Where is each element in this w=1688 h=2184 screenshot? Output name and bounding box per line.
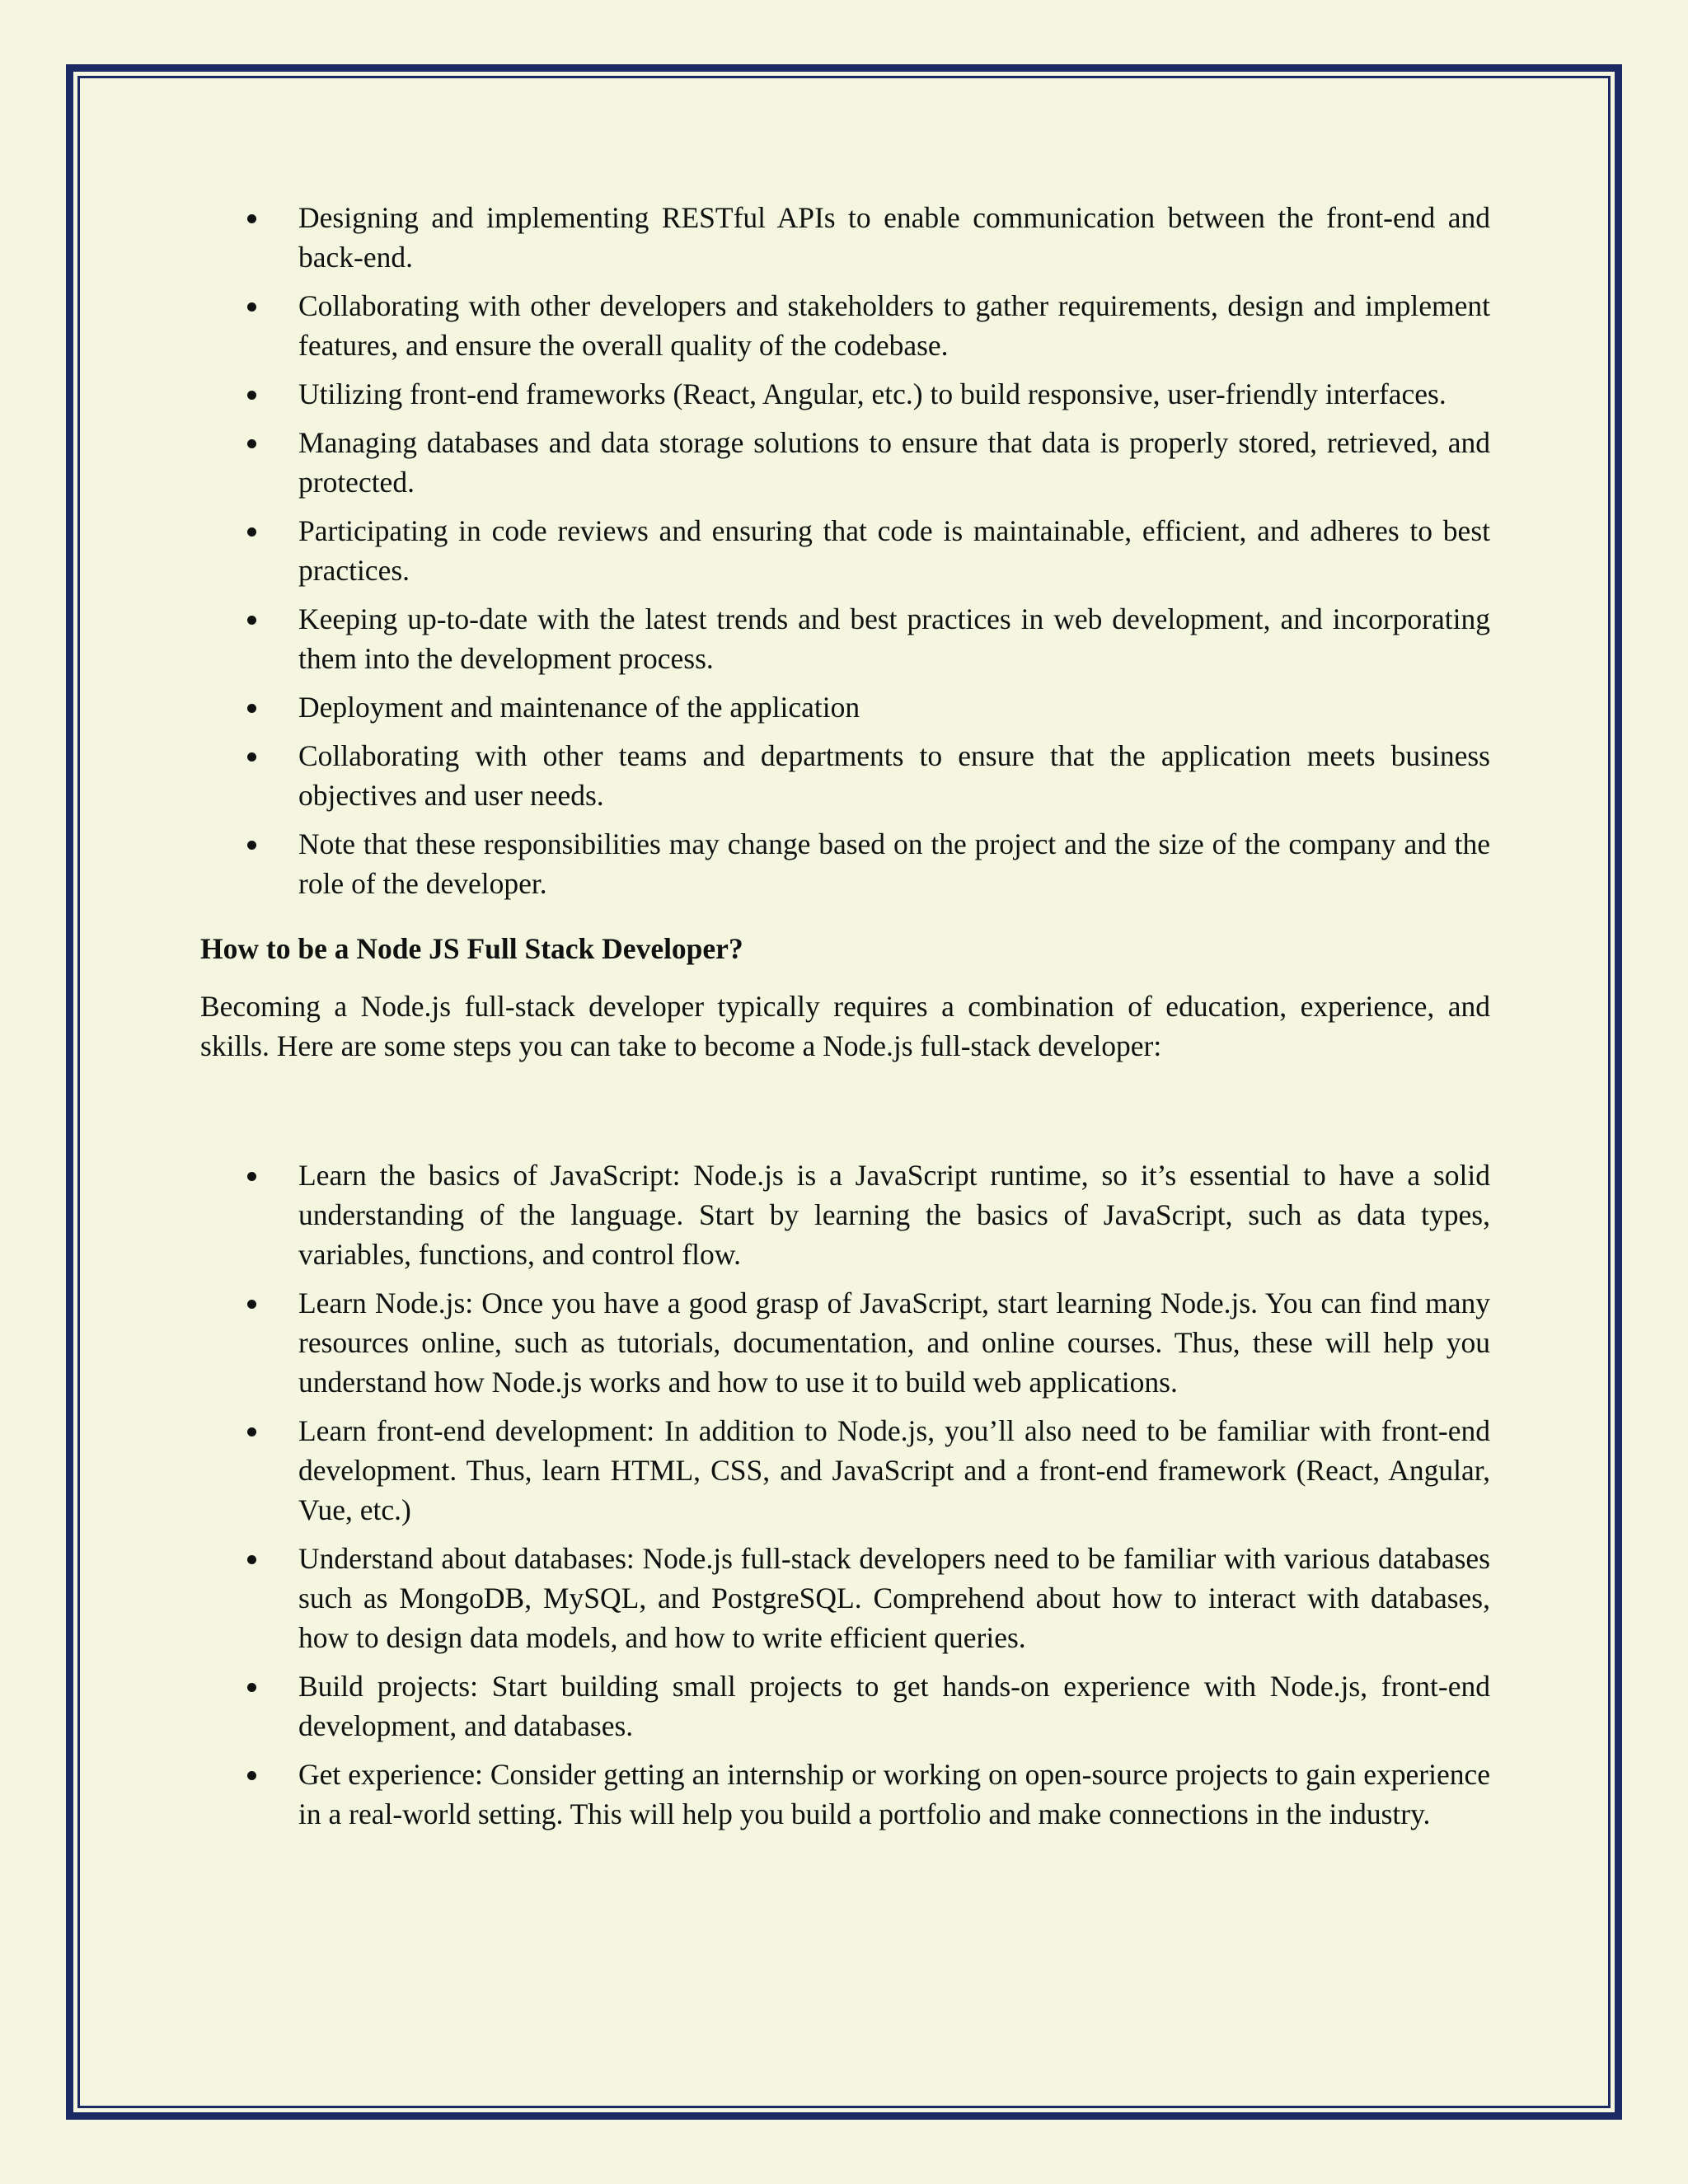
list-item (200, 1539, 1490, 1657)
bullet-icon (247, 391, 256, 400)
list-item (200, 824, 1490, 903)
list-item-text: Note that these responsibilities may change based on the project and the size of the company and the role of the developer. (298, 827, 1490, 900)
list-item (200, 599, 1490, 678)
bullet-icon (247, 439, 256, 448)
list-item-text: Collaborating with other teams and departments to ensure that the application meets business objectives and user needs. (298, 739, 1490, 812)
list-item (200, 511, 1490, 590)
bullet-icon (247, 616, 256, 625)
list-item (200, 736, 1490, 815)
responsibilities-list (200, 198, 1490, 903)
list-item-text: Understand about databases: Node.js full-stack developers need to be familiar with various databases such as MongoDB, MySQL, and PostgreSQL. Comprehend about how to interact with databases, how to design data models, and how to write efficient queries. (298, 1542, 1490, 1654)
bullet-icon (247, 1771, 256, 1780)
document-body (200, 198, 1490, 1843)
section-heading: How to be a Node JS Full Stack Developer? (200, 932, 743, 965)
bullet-icon (247, 302, 256, 312)
bullet-icon (247, 1427, 256, 1436)
bullet-icon (247, 841, 256, 850)
bullet-icon (247, 704, 256, 713)
list-item (200, 286, 1490, 365)
bullet-icon (247, 1683, 256, 1692)
list-item (200, 374, 1490, 414)
bullet-icon (247, 527, 256, 537)
list-item-text: Learn front-end development: In addition to Node.js, you’ll also need to be familiar with front-end development. Thus, learn HTML, CSS, and JavaScript and a front-end framework (React, Angular, Vue, etc.) (298, 1414, 1490, 1526)
list-item-text: Designing and implementing RESTful APIs to enable communication between the front-end and back-end. (298, 201, 1490, 274)
list-item-text: Managing databases and data storage solutions to ensure that data is properly stored, retrieved, and protected. (298, 426, 1490, 499)
list-item (200, 1755, 1490, 1834)
section-intro: Becoming a Node.js full-stack developer typically requires a combination of education, experience, and skills. Here are some steps you can take to become a Node.js full-stack developer: (200, 990, 1490, 1062)
list-item-text: Learn Node.js: Once you have a good grasp of JavaScript, start learning Node.js. You can find many resources online, such as tutorials, documentation, and online courses. Thus, these will help you understand how Node.js works and how to use it to build web applications. (298, 1286, 1490, 1399)
list-item-text: Build projects: Start building small projects to get hands-on experience with Node.js, front-end development, and databases. (298, 1670, 1490, 1742)
bullet-icon (247, 752, 256, 762)
list-item (200, 1666, 1490, 1746)
list-item (200, 1411, 1490, 1530)
list-item (200, 423, 1490, 502)
list-item-text: Collaborating with other developers and stakeholders to gather requirements, design and implement features, and ensure the overall quality of the codebase. (298, 289, 1490, 362)
list-item-text: Get experience: Consider getting an internship or working on open-source projects to gain experience in a real-world setting. This will help you build a portfolio and make connections in the industry. (298, 1758, 1490, 1830)
list-item-text: Learn the basics of JavaScript: Node.js is a JavaScript runtime, so it’s essential to have a solid understanding of the language. Start by learning the basics of JavaScript, such as data types, variables, functions, and control flow. (298, 1159, 1490, 1271)
bullet-icon (247, 1300, 256, 1309)
list-item-text: Deployment and maintenance of the application (298, 691, 860, 724)
list-item-text: Utilizing front-end frameworks (React, Angular, etc.) to build responsive, user-friendly interfaces. (298, 377, 1447, 410)
list-item-text: Participating in code reviews and ensuring that code is maintainable, efficient, and adheres to best practices. (298, 514, 1490, 587)
steps-list (200, 1155, 1490, 1834)
bullet-icon (247, 1172, 256, 1181)
list-item (200, 1283, 1490, 1402)
list-item (200, 1155, 1490, 1274)
list-item (200, 198, 1490, 277)
bullet-icon (247, 214, 256, 223)
list-item-text: Keeping up-to-date with the latest trends and best practices in web development, and incorporating them into the development process. (298, 602, 1490, 675)
bullet-icon (247, 1555, 256, 1564)
list-item (200, 687, 1490, 727)
